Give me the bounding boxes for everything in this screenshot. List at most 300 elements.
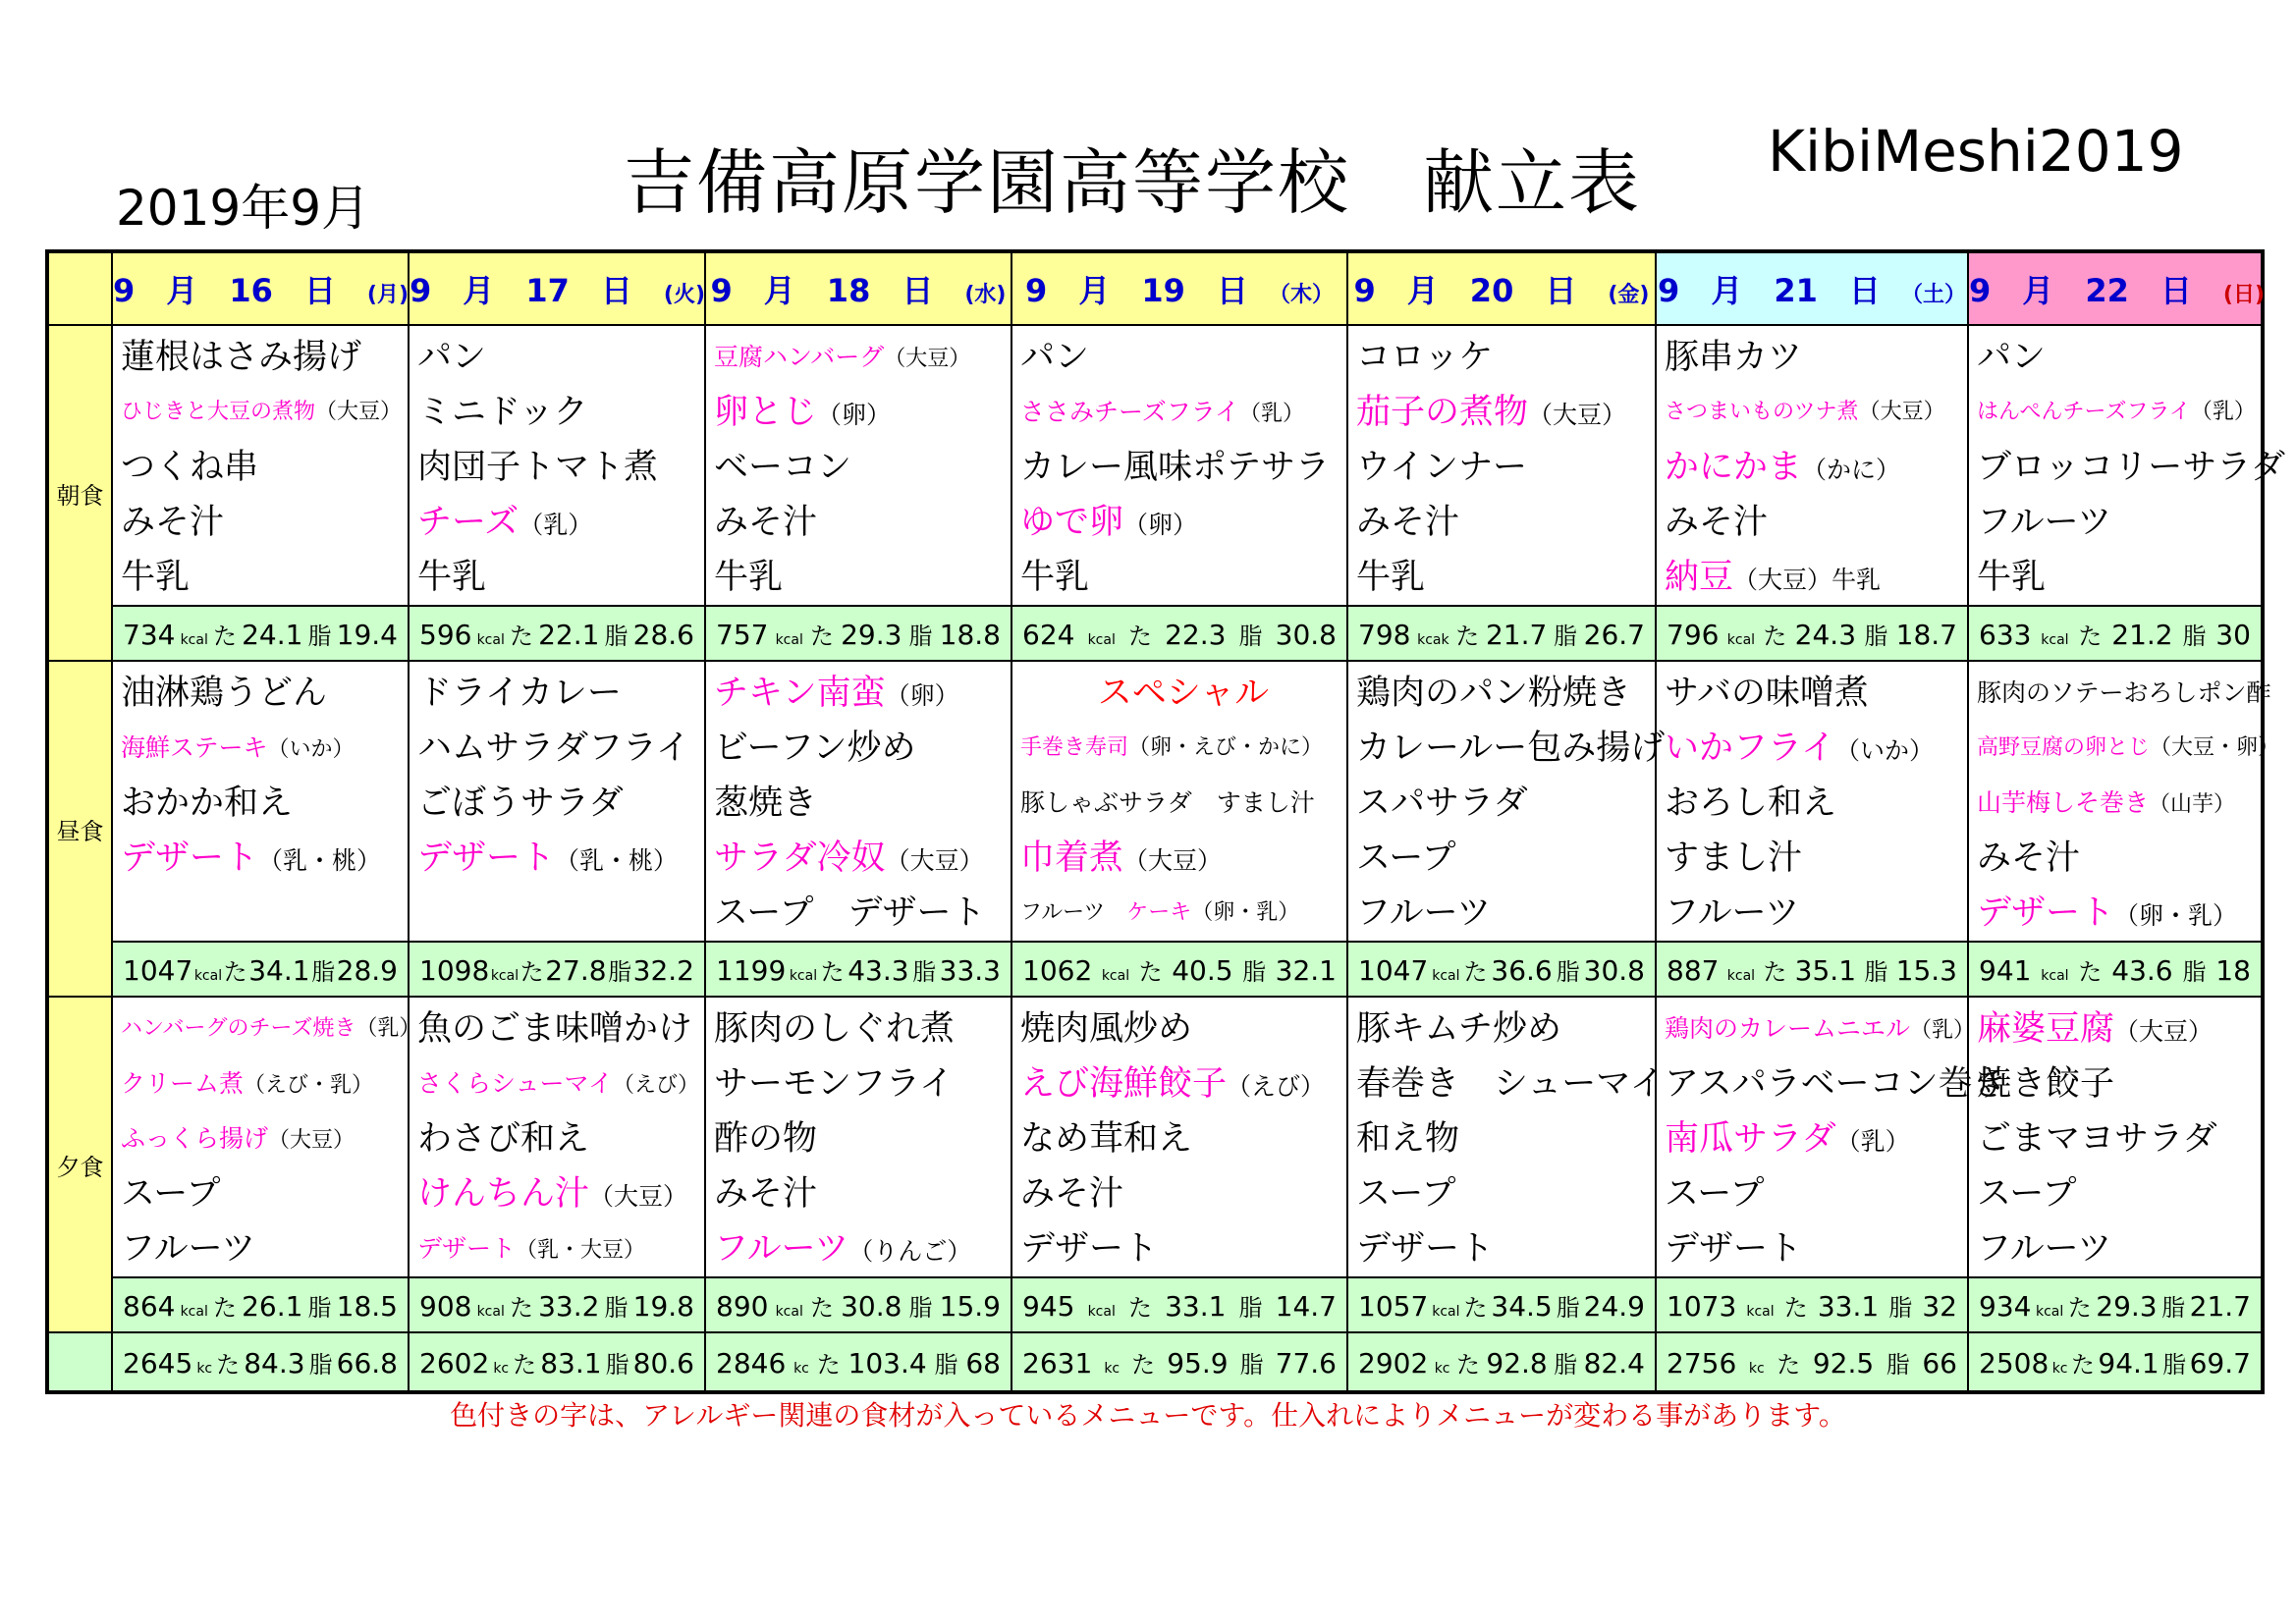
fat-label: 脂 xyxy=(1556,957,1580,986)
dish-name: デザート xyxy=(417,1234,517,1263)
lunch-row xyxy=(47,661,2263,942)
nutrition-values xyxy=(113,952,408,987)
menu-item xyxy=(1977,1221,2261,1276)
dish-name-allergen: ケーキ xyxy=(1126,900,1192,925)
total-nutrition-cell xyxy=(1347,1332,1656,1392)
fat-label: 脂 xyxy=(307,1293,332,1322)
fat-label: 脂 xyxy=(1556,1293,1580,1322)
allergen-note: （大豆） xyxy=(1528,401,1627,429)
protein-label: た xyxy=(816,1350,841,1379)
fat-value: 80.6 xyxy=(632,1346,694,1380)
dish-name: サバの味噌煮 xyxy=(1665,674,1869,713)
kcal-unit: kcal xyxy=(1087,1303,1116,1320)
dinner-nutrition-cell xyxy=(1347,1277,1656,1332)
lunch-label: 昼食 xyxy=(47,661,112,997)
fat-value: 18.5 xyxy=(336,1289,398,1323)
dish-name: 牛乳 xyxy=(1356,558,1426,597)
fat-label: 脂 xyxy=(908,622,933,650)
protein-value: 43.3 xyxy=(847,953,909,987)
menu-item xyxy=(1977,721,2280,776)
menu-item xyxy=(1665,1056,2007,1111)
day-month: 9 xyxy=(410,272,432,309)
menu-item xyxy=(1020,550,1346,605)
nutrition-values xyxy=(410,1345,704,1380)
protein-label: た xyxy=(223,957,247,986)
fat-label: 脂 xyxy=(1554,1350,1578,1379)
nutrition-values xyxy=(706,1288,1011,1323)
allergen-note: （乳） xyxy=(1239,402,1305,426)
kcal-unit: kcal xyxy=(1726,631,1756,648)
menu-item xyxy=(417,666,704,721)
dish-name: さくらシューマイ xyxy=(417,1069,614,1098)
dish-name: サラダ冷奴 xyxy=(714,839,886,878)
fat-value: 19.8 xyxy=(632,1289,694,1323)
lunch-nutrition-cell xyxy=(1347,942,1656,997)
protein-value: 92.8 xyxy=(1486,1346,1548,1380)
protein-value: 34.5 xyxy=(1491,1289,1553,1323)
fat-value: 69.7 xyxy=(2189,1346,2251,1380)
dish-name: ささみチーズフライ xyxy=(1020,398,1240,426)
menu-item xyxy=(714,721,1011,776)
breakfast-cell xyxy=(409,325,705,606)
day-date: 19 xyxy=(1141,272,1185,309)
protein-value: 29.3 xyxy=(841,618,902,651)
allergen-note: （山芋） xyxy=(2149,792,2236,817)
nutrition-values xyxy=(1657,952,1967,987)
allergen-note: （いか） xyxy=(1834,736,1934,765)
menu-item xyxy=(1665,550,1967,605)
protein-label: た xyxy=(1127,1293,1152,1322)
kcal-value: 2602 xyxy=(419,1346,490,1380)
dish-name: 葱焼き xyxy=(714,784,818,823)
dish-name: カレールー包み揚げ xyxy=(1356,729,1666,768)
menu-item xyxy=(417,1166,704,1221)
protein-label: た xyxy=(2070,1350,2095,1379)
menu-item xyxy=(121,495,408,550)
day-dow: (水) xyxy=(964,283,1007,307)
menu-items xyxy=(1348,326,1655,605)
menu-item xyxy=(1977,1001,2261,1056)
total-label-cell xyxy=(47,1332,112,1392)
dish-name: スペシャル xyxy=(1097,674,1270,713)
dish-name: スパサラダ xyxy=(1356,784,1528,823)
lunch-cell xyxy=(1968,661,2280,942)
kcal-unit: kcal xyxy=(775,631,803,648)
menu-item xyxy=(714,776,1011,831)
dish-name: 納豆 xyxy=(1665,558,1734,597)
day-month: 9 xyxy=(1025,272,1048,309)
menu-item xyxy=(1356,776,1655,831)
day-m-label: 月 xyxy=(763,272,795,309)
menu-item xyxy=(121,440,408,495)
lunch-cell xyxy=(1347,661,1666,942)
fat-label: 脂 xyxy=(605,1350,629,1379)
menu-item xyxy=(121,1001,421,1056)
nutrition-values xyxy=(1012,1288,1346,1323)
day-date: 16 xyxy=(229,272,273,309)
day-month: 9 xyxy=(1353,272,1376,309)
allergen-note: （大豆） xyxy=(884,347,971,371)
dinner-nutrition-row xyxy=(47,1277,2263,1332)
menu-item xyxy=(121,330,408,385)
dish-name: つくね串 xyxy=(121,448,259,487)
dish-name: ウインナー xyxy=(1356,448,1527,487)
dish-name: かにかま xyxy=(1665,448,1803,487)
protein-label: た xyxy=(2067,1293,2092,1322)
lunch-nutrition-cell xyxy=(409,942,705,997)
protein-value: 26.1 xyxy=(242,1289,303,1323)
dish-name: フルーツ xyxy=(1356,893,1492,933)
dinner-cell xyxy=(409,997,705,1277)
nutrition-values xyxy=(1348,617,1655,651)
menu-item xyxy=(121,1221,408,1276)
protein-label: た xyxy=(212,622,237,650)
dish-name: みそ汁 xyxy=(1020,1174,1124,1214)
dish-name: 牛乳 xyxy=(1020,558,1090,597)
dish-name: スープ xyxy=(1356,1174,1456,1214)
menu-item xyxy=(417,330,704,385)
kcal-value: 1199 xyxy=(716,953,787,987)
dish-name: チキン南蛮 xyxy=(714,674,886,713)
day-d-label: 日 xyxy=(303,272,336,309)
menu-item xyxy=(121,831,408,886)
kcal-value: 890 xyxy=(716,1289,769,1323)
menu-item xyxy=(1020,1001,1346,1056)
fat-value: 19.4 xyxy=(336,618,398,651)
allergen-note: （大豆） xyxy=(2114,1017,2214,1046)
kcal-unit: kcal xyxy=(1087,631,1116,648)
dinner-nutrition-cell xyxy=(112,1277,409,1332)
dish-name: 卵とじ xyxy=(714,393,818,432)
dish-name: ベーコン xyxy=(714,448,852,487)
lunch-nutrition-row xyxy=(47,942,2263,997)
menu-item xyxy=(714,495,1011,550)
allergen-note: （卵） xyxy=(817,401,892,429)
protein-label: た xyxy=(1763,622,1787,650)
protein-value: 34.1 xyxy=(248,953,310,987)
kcal-unit: kcal xyxy=(476,631,505,648)
fat-label: 脂 xyxy=(1864,622,1888,650)
protein-label: た xyxy=(1138,957,1163,986)
lunch-cell xyxy=(705,661,1011,942)
day-m-label: 月 xyxy=(166,272,198,309)
day-header-17 xyxy=(409,251,705,325)
menu-item xyxy=(1356,886,1655,941)
kcal-value: 908 xyxy=(419,1289,472,1323)
fat-label: 脂 xyxy=(1888,1293,1913,1322)
fat-label: 脂 xyxy=(1242,957,1267,986)
kcal-unit: kc xyxy=(1434,1360,1450,1377)
menu-item xyxy=(1665,1221,1967,1276)
allergen-note: （大豆） xyxy=(268,1128,355,1153)
menu-item xyxy=(1665,330,1967,385)
day-dow: (金) xyxy=(1608,283,1650,307)
lunch-cell xyxy=(409,661,705,942)
menu-item xyxy=(1665,385,1967,440)
kcal-unit: kcal xyxy=(2041,967,2069,984)
allergen-note: （乳） xyxy=(2190,400,2256,424)
breakfast-cell xyxy=(1011,325,1347,606)
day-header-20 xyxy=(1347,251,1656,325)
dish-name: おかか和え xyxy=(121,784,294,823)
menu-item xyxy=(417,831,704,886)
nutrition-values xyxy=(1969,952,2261,987)
kcal-unit: kc xyxy=(793,1360,809,1377)
kcal-unit: kcal xyxy=(1746,1303,1775,1320)
dish-name: すまし汁 xyxy=(1665,839,1803,878)
dish-name: 豚肉のしぐれ煮 xyxy=(714,1009,956,1049)
day-date: 20 xyxy=(1469,272,1514,309)
day-header-row xyxy=(47,251,2263,325)
breakfast-cell xyxy=(1656,325,1968,606)
protein-value: 36.6 xyxy=(1491,953,1553,987)
dish-name: 豚肉のソテーおろしポン酢 xyxy=(1977,678,2271,707)
dish-name: ひじきと大豆の煮物 xyxy=(121,400,316,424)
menu-item xyxy=(1977,550,2261,605)
day-m-label: 月 xyxy=(463,272,495,309)
menu-item xyxy=(1020,1111,1346,1166)
protein-label: た xyxy=(1131,1350,1156,1379)
dish-name: 春巻き シューマイ xyxy=(1356,1064,1665,1104)
kcal-unit: kc xyxy=(2051,1360,2068,1377)
fat-value: 26.7 xyxy=(1583,618,1645,651)
menu-item xyxy=(417,1001,704,1056)
total-nutrition-cell xyxy=(112,1332,409,1392)
fat-value: 28.9 xyxy=(336,953,398,987)
dish-name: デザート xyxy=(417,839,556,878)
menu-items xyxy=(706,662,1011,941)
allergen-note: （大豆・卵） xyxy=(2150,735,2280,760)
dish-name: 巾着煮 xyxy=(1020,839,1124,878)
dish-name: ゆで卵 xyxy=(1020,503,1124,542)
dish-name: ミニドック xyxy=(417,393,588,432)
protein-label: た xyxy=(820,957,845,986)
breakfast-nutrition-cell xyxy=(705,606,1011,661)
protein-value: 43.6 xyxy=(2111,953,2173,987)
menu-item xyxy=(1665,721,1967,776)
fat-label: 脂 xyxy=(308,1350,333,1379)
dish-name: みそ汁 xyxy=(1977,839,2081,878)
fat-value: 15.9 xyxy=(939,1289,1001,1323)
day-date: 17 xyxy=(525,272,570,309)
dish-name: フルーツ xyxy=(714,1229,849,1269)
protein-label: た xyxy=(1455,622,1480,650)
dish-name: 麻婆豆腐 xyxy=(1977,1009,2115,1049)
fat-label: 脂 xyxy=(604,1293,629,1322)
protein-value: 33.1 xyxy=(1817,1289,1880,1323)
breakfast-cell xyxy=(112,325,409,606)
nutrition-values xyxy=(1012,1345,1346,1380)
allergen-note: （乳・桃） xyxy=(258,846,382,875)
dish-name: 手巻き寿司 xyxy=(1020,735,1129,760)
total-nutrition-cell xyxy=(1968,1332,2263,1392)
menu-items xyxy=(113,662,408,886)
menu-item xyxy=(714,1221,1011,1276)
dish-name: ブロッコリーサラダ xyxy=(1977,448,2285,487)
breakfast-cell xyxy=(1347,325,1656,606)
kcal-value: 864 xyxy=(123,1289,176,1323)
dinner-nutrition-cell xyxy=(1968,1277,2263,1332)
dish-name: みそ汁 xyxy=(714,1174,818,1214)
nutrition-values xyxy=(1969,617,2261,651)
menu-item xyxy=(1356,1056,1665,1111)
lunch-cell xyxy=(112,661,409,942)
menu-item xyxy=(417,495,704,550)
dish-name: 豆腐ハンバーグ xyxy=(714,343,885,371)
day-dow: （木） xyxy=(1279,283,1334,307)
kcal-unit: kcal xyxy=(490,967,519,984)
menu-item xyxy=(121,1111,408,1166)
menu-item xyxy=(1665,1001,1976,1056)
dish-name: チーズ xyxy=(417,503,519,542)
dish-name: スープ xyxy=(1977,1174,2077,1214)
total-nutrition-row xyxy=(47,1332,2263,1392)
nutrition-values xyxy=(1969,1345,2261,1380)
dish-name: デザート xyxy=(121,839,259,878)
breakfast-row xyxy=(47,325,2263,606)
menu-item xyxy=(1977,776,2261,831)
dish-name: アスパラベーコン巻き xyxy=(1665,1064,2007,1104)
kcal-unit: kcal xyxy=(1726,967,1756,984)
menu-item xyxy=(1665,1111,1967,1166)
fat-label: 脂 xyxy=(1886,1350,1910,1379)
menu-items xyxy=(410,998,704,1276)
day-date: 18 xyxy=(826,272,871,309)
fat-label: 脂 xyxy=(1238,622,1263,650)
day-m-label: 月 xyxy=(2022,272,2054,309)
dinner-nutrition-cell xyxy=(409,1277,705,1332)
menu-item xyxy=(1020,1221,1346,1276)
nutrition-values xyxy=(706,1345,1011,1380)
protein-value: 40.5 xyxy=(1172,953,1233,987)
protein-label: た xyxy=(2078,957,2103,986)
menu-item xyxy=(714,831,1011,886)
menu-item xyxy=(1977,886,2261,941)
protein-value: 30.8 xyxy=(841,1289,902,1323)
kcal-value: 2902 xyxy=(1358,1346,1429,1380)
dish-name: スープ xyxy=(121,1174,221,1214)
day-m-label: 月 xyxy=(1711,272,1743,309)
menu-items xyxy=(410,662,704,886)
dinner-cell xyxy=(705,997,1011,1277)
fat-label: 脂 xyxy=(1864,957,1888,986)
kcal-value: 1073 xyxy=(1667,1289,1737,1323)
kcal-value: 734 xyxy=(123,618,176,651)
kcal-unit: kcak xyxy=(1417,631,1449,648)
fat-value: 30.8 xyxy=(1275,618,1337,651)
nutrition-values xyxy=(1348,1288,1655,1323)
kcal-value: 1057 xyxy=(1358,1289,1429,1323)
menu-items xyxy=(706,326,1011,605)
kcal-value: 2756 xyxy=(1667,1346,1737,1380)
allergen-note: （大豆） xyxy=(885,846,984,875)
nutrition-values xyxy=(1348,1345,1655,1380)
dish-name: ごまマヨサラダ xyxy=(1977,1119,2217,1159)
dish-name: ふっくら揚げ xyxy=(121,1124,269,1153)
menu-items xyxy=(113,326,408,605)
menu-item xyxy=(1977,1056,2261,1111)
dish-name: 蓮根はさみ揚げ xyxy=(121,338,362,377)
menu-item xyxy=(1356,550,1655,605)
protein-label: た xyxy=(216,1350,241,1379)
fat-label: 脂 xyxy=(604,622,629,650)
dish-name: スープ xyxy=(1356,839,1456,878)
menu-items xyxy=(1657,998,2007,1276)
dish-name: 鶏肉のパン粉焼き xyxy=(1356,674,1632,713)
dinner-cell xyxy=(1347,997,1665,1277)
allergen-note: （大豆） xyxy=(589,1182,688,1211)
nutrition-values xyxy=(1657,617,1967,651)
day-header-16 xyxy=(112,251,409,325)
day-month: 9 xyxy=(710,272,733,309)
dish-name: 和え物 xyxy=(1356,1119,1460,1159)
allergen-note: （大豆） xyxy=(315,400,403,424)
page-title: 吉備高原学園高等学校 献立表 xyxy=(624,141,1642,224)
dinner-cell xyxy=(1011,997,1347,1277)
menu-item xyxy=(1356,440,1655,495)
kcal-unit: kcal xyxy=(180,631,208,648)
menu-item xyxy=(1020,1056,1346,1111)
menu-item xyxy=(417,385,704,440)
dish-name: さつまいものツナ煮 xyxy=(1665,400,1859,424)
day-date: 22 xyxy=(2085,272,2129,309)
menu-item xyxy=(714,550,1011,605)
kcal-value: 596 xyxy=(419,618,472,651)
menu-item xyxy=(417,721,704,776)
menu-item xyxy=(1356,385,1655,440)
kcal-unit: kcal xyxy=(775,1303,803,1320)
dish-name: 茄子の煮物 xyxy=(1356,393,1529,432)
protein-value: 94.1 xyxy=(2098,1346,2159,1380)
menu-item xyxy=(1356,1221,1655,1276)
fat-value: 32.2 xyxy=(632,953,694,987)
dish-name: 高野豆腐の卵とじ xyxy=(1977,735,2151,760)
protein-value: 84.3 xyxy=(244,1346,305,1380)
allergen-note: （卵） xyxy=(885,681,959,710)
fat-value: 14.7 xyxy=(1275,1289,1337,1323)
fat-value: 66 xyxy=(1922,1346,1957,1380)
menu-item xyxy=(121,776,408,831)
lunch-cell xyxy=(1656,661,1968,942)
kcal-value: 757 xyxy=(716,618,769,651)
menu-item xyxy=(121,721,408,776)
protein-label: た xyxy=(509,622,533,650)
fat-label: 脂 xyxy=(2162,1350,2187,1379)
dish-name: 牛乳 xyxy=(121,558,191,597)
kcal-unit: kcal xyxy=(180,1303,208,1320)
menu-item xyxy=(1020,385,1346,440)
menu-item xyxy=(1977,1166,2261,1221)
menu-item xyxy=(121,385,408,440)
lunch-nutrition-cell xyxy=(705,942,1011,997)
menu-item xyxy=(417,776,704,831)
dish-name: 豚キムチ炒め xyxy=(1356,1009,1561,1049)
kcal-value: 796 xyxy=(1667,618,1720,651)
fat-value: 68 xyxy=(965,1346,1001,1380)
kcal-unit: kc xyxy=(493,1360,510,1377)
dish-name: フルーツ xyxy=(1020,900,1127,925)
kcal-unit: kcal xyxy=(1432,967,1460,984)
menu-item xyxy=(1665,440,1967,495)
dish-name: けんちん汁 xyxy=(417,1174,590,1214)
allergy-footnote: 色付きの字は、アレルギー関連の食材が入っているメニューです。仕入れによりメニューが変わる事があります。 xyxy=(450,1399,1846,1432)
breakfast-nutrition-cell xyxy=(1656,606,1968,661)
menu-item xyxy=(121,1056,408,1111)
fat-value: 18 xyxy=(2215,953,2251,987)
kcal-value: 2846 xyxy=(716,1346,787,1380)
dinner-label: 夕食 xyxy=(47,997,112,1332)
allergen-note: （乳・大豆） xyxy=(516,1238,646,1263)
